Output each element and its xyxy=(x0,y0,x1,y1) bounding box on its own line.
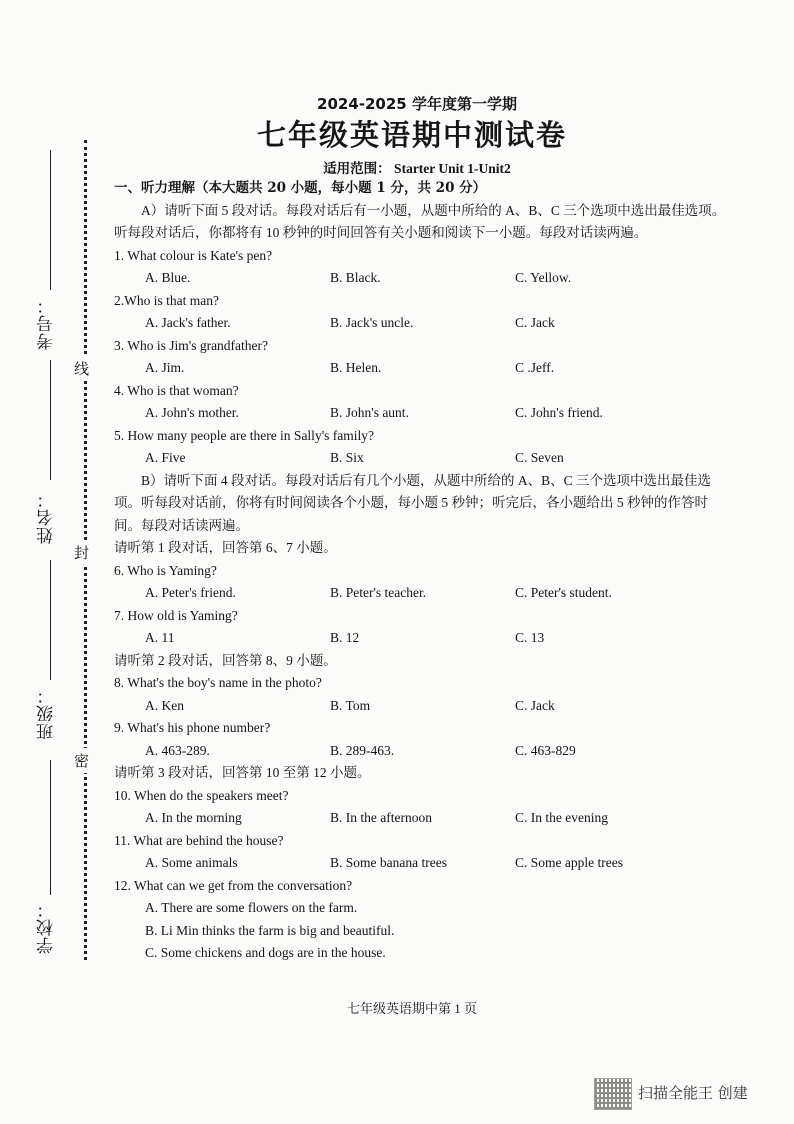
school-blank xyxy=(50,760,51,895)
option-b: B. Six xyxy=(330,450,364,465)
option-c: C .Jeff. xyxy=(515,360,555,375)
option-b: B. Li Min thinks the farm is big and beautiful. xyxy=(145,922,395,938)
question-stem: 5. How many people are there in Sally's family? xyxy=(114,427,374,443)
seal-secret-char: 密 xyxy=(74,748,89,773)
option-c: C. Some apple trees xyxy=(515,855,623,870)
question-5 xyxy=(114,425,734,470)
option-c: C. Some chickens and dogs are in the house. xyxy=(145,945,386,960)
question-stem: 10. When do the speakers meet? xyxy=(114,787,289,803)
exam-number-label: 考号： xyxy=(37,296,56,350)
option-b: B. 12 xyxy=(330,630,360,645)
school-label: 学校： xyxy=(37,900,56,954)
option-c: C. Seven xyxy=(515,450,564,465)
option-a: A. Blue. xyxy=(145,270,191,285)
question-6 xyxy=(114,560,734,605)
option-c: C. Jack xyxy=(515,315,555,330)
question-stem: 11. What are behind the house? xyxy=(114,832,284,848)
option-b: B. Peter's teacher. xyxy=(330,585,427,600)
option-a: A. Jack's father. xyxy=(145,315,231,330)
question-stem: 7. How old is Yaming? xyxy=(114,607,238,623)
option-b: B. In the afternoon xyxy=(330,810,432,825)
question-3 xyxy=(114,335,734,380)
option-c: C. In the evening xyxy=(515,810,608,825)
option-a: A. 463-289. xyxy=(145,742,210,758)
question-stem: 8. What's the boy's name in the photo? xyxy=(114,675,322,690)
option-b: B. Tom xyxy=(330,697,371,713)
question-12 xyxy=(114,875,734,965)
option-b: B. Jack's uncle. xyxy=(330,315,414,330)
option-b: B. Helen. xyxy=(330,360,382,375)
page-title: 七年级英语期中测试卷 xyxy=(256,118,567,152)
dialogue-3-instruction: 请听第 3 段对话，回答第 10 至第 12 小题。 xyxy=(114,765,371,780)
question-stem: 6. Who is Yaming? xyxy=(114,562,217,578)
option-a: A. 11 xyxy=(145,630,175,645)
question-2 xyxy=(114,290,734,335)
option-c: C. Peter's student. xyxy=(515,585,612,600)
dialogue-1-instruction: 请听第 1 段对话，回答第 6、7 小题。 xyxy=(114,540,337,555)
option-a: A. Peter's friend. xyxy=(145,585,236,600)
question-1 xyxy=(114,245,734,290)
option-a: A. John's mother. xyxy=(145,405,239,420)
question-9 xyxy=(114,717,734,762)
exam-content xyxy=(114,177,734,965)
question-stem: 12. What can we get from the conversation? xyxy=(114,877,353,893)
option-b: B. John's aunt. xyxy=(330,405,409,420)
class-label: 班级： xyxy=(37,686,56,740)
option-c: C. 13 xyxy=(515,630,545,645)
seal-seal-char: 封 xyxy=(74,540,89,565)
option-a: A. There are some flowers on the farm. xyxy=(145,900,358,915)
option-b: B. 289-463. xyxy=(330,742,395,758)
option-a: A. Five xyxy=(145,450,186,465)
option-a: A. Ken xyxy=(145,697,184,713)
option-c: C. Yellow. xyxy=(515,270,572,285)
question-7 xyxy=(114,605,734,650)
dialogue-2-instruction: 请听第 2 段对话，回答第 8、9 小题。 xyxy=(114,652,337,668)
qr-code-icon xyxy=(594,1078,632,1110)
question-stem: 4. Who is that woman? xyxy=(114,382,239,398)
question-8 xyxy=(114,672,734,717)
question-stem: 3. Who is Jim's grandfather? xyxy=(114,337,269,353)
seal-line-char: 线 xyxy=(74,356,89,381)
option-c: C. 463-829 xyxy=(515,742,576,758)
option-b: B. Black. xyxy=(330,270,381,285)
question-stem: 1. What colour is Kate's pen? xyxy=(114,247,273,263)
name-label: 姓名： xyxy=(37,490,56,544)
scanner-watermark: 扫描全能王 创建 xyxy=(638,1084,748,1102)
class-blank xyxy=(50,560,51,680)
part-b-instructions: B）请听下面 4 段对话。每段对话后有几个小题，从题中所给的 A、B、C 三个选项中选出最佳选项。听每段对话前，你将有时间阅读各个小题，每小题 5 秒钟；听完后，各小题给出 5 秒钟的作答时间。每段对话读两遍。 xyxy=(114,472,712,533)
name-blank xyxy=(50,360,51,480)
option-c: C. John's friend. xyxy=(515,405,603,420)
option-c: C. Jack xyxy=(515,697,555,713)
question-11 xyxy=(114,830,734,875)
scope-line: 适用范围： Starter Unit 1-Unit2 xyxy=(323,161,511,176)
option-a: A. Jim. xyxy=(145,360,185,375)
part-a-instructions: A）请听下面 5 段对话。每段对话后有一小题，从题中所给的 A、B、C 三个选项中选出最佳选项。听每段对话后，你都将有 10 秒钟的时间回答有关小题和阅读下一小题。每段对话读两遍。 xyxy=(114,202,726,240)
question-4 xyxy=(114,380,734,425)
option-a: A. In the morning xyxy=(145,810,242,825)
page-footer: 七年级英语期中第 1 页 xyxy=(346,1001,477,1016)
question-stem: 2.Who is that man? xyxy=(114,292,219,308)
option-a: A. Some animals xyxy=(145,855,238,870)
question-10 xyxy=(114,785,734,830)
section-title: 一、听力理解（本大题共 20 小题，每小题 1 分，共 20 分） xyxy=(114,180,487,196)
question-stem: 9. What's his phone number? xyxy=(114,720,271,735)
school-year: 2024-2025 学年度第一学期 xyxy=(317,95,517,113)
option-b: B. Some banana trees xyxy=(330,855,447,870)
